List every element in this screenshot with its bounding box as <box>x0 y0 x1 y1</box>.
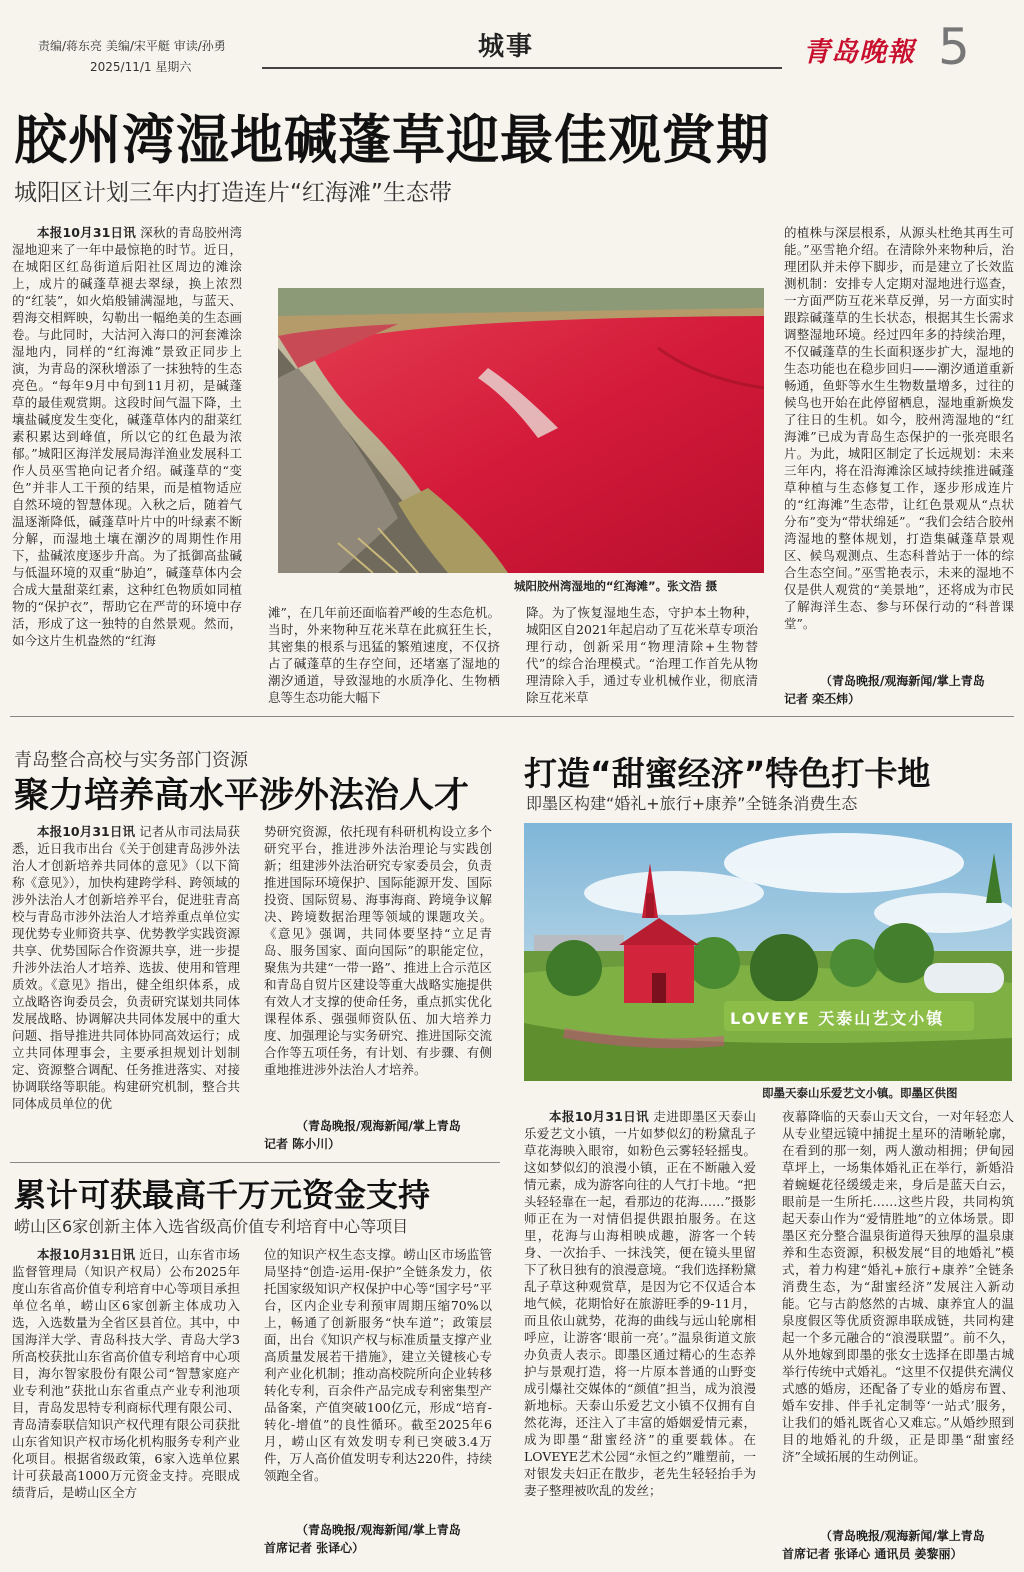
article1-photo-caption: 城阳胶州湾湿地的“红海滩”。张文浩 摄 <box>514 579 718 593</box>
love-town-photo <box>524 823 1012 1081</box>
page-number: 5 <box>938 18 970 76</box>
article2-column-2 <box>264 823 492 1115</box>
article3-byline-1: （青岛晚报/观海新闻/掌上青岛 <box>296 1523 461 1537</box>
article3-byline-2: 首席记者 张译心） <box>264 1541 365 1555</box>
article1-subtitle: 城阳区计划三年内打造连片“红海滩”生态带 <box>14 180 452 206</box>
red-beach-photo <box>278 288 764 573</box>
article1-column-3 <box>526 604 758 706</box>
article4-byline-2: 首席记者 张译心 通讯员 姜黎丽） <box>782 1547 963 1561</box>
article2-lead-label: 本报10月31日讯 <box>37 824 136 839</box>
article4-subtitle: 即墨区构建“婚礼+旅行+康养”全链条消费生态 <box>526 794 858 813</box>
section-name: 城事 <box>478 32 535 62</box>
article4-lead-label: 本报10月31日讯 <box>549 1109 649 1124</box>
article3-subtitle: 崂山区6家创新主体入选省级高价值专利培育中心等项目 <box>14 1217 409 1236</box>
article2-byline-1: （青岛晚报/观海新闻/掌上青岛 <box>296 1119 461 1133</box>
article4-col1-text: 走进即墨区天泰山乐爱艺文小镇，一片如梦似幻的粉黛乱子草花海映入眼帘，如粉色云雾轻轻摇曳。这如梦似幻的浪漫小镇，正在不断融入爱情元素，成为游客向往的人气打卡地。“把头轻轻靠在一起，看那边的花海……”摄影师正在为一对情侣提供跟拍服务。在这里，花海与山海相映成趣，游客一个转身、一次抬手、一抹浅笑，便在镜头里留下了秋日独有的浪漫意境。“我们选择粉黛乱子草这种观赏草，是因为它不仅适合本地气候，花期恰好在旅游旺季的9-11月，而且依山就势，花海的曲线与远山轮廓相呼应，让游客‘眼前一亮’。”温泉街道文旅办负责人表示。即墨区通过精心的生态养护与景观打造，将一片原本普通的山野变成引爆社交媒体的“颜值”担当，成为浪漫新地标。天泰山乐爱艺文小镇不仅拥有自然花海，还注入了丰富的婚姻爱情元素，成为即墨“甜蜜经济”的重要载体。在LOVEYE艺术公园“永恒之约”雕塑前，一对银发夫妇正在散步，老先生轻轻抬手为妻子整理被吹乱的发丝； <box>524 1109 756 1498</box>
article1-lead-label: 本报10月31日讯 <box>37 225 137 240</box>
article1-byline-1: （青岛晚报/观海新闻/掌上青岛 <box>820 674 985 688</box>
article4-column-1 <box>524 1108 756 1572</box>
article1-col1-text: 深秋的青岛胶州湾湿地迎来了一年中最惊艳的时节。近日，在城阳区红岛街道后阳社区周边的滩涂上，成片的碱蓬草褪去翠绿，换上浓烈的“红装”，如火焰般铺满湿地，与蓝天、碧海交相辉映，勾勒出一幅绝美的生态画卷。与此同时，大沽河入海口的河套滩涂湿地内，同样的“红海滩”景致正同步上演，为青岛的深秋增添了一抹独特的生态亮色。“每年9月中旬到11月初，是碱蓬草的最佳观赏期。这段时间气温下降，土壤盐碱度发生变化，碱蓬草体内的甜菜红素积累达到峰值，所以它的红色最为浓郁。”城阳区海洋发展局海洋渔业发展科工作人员巫雪艳向记者介绍。碱蓬草的“变色”并非人工干预的结果，而是植物适应自然环境的智慧体现。入秋之后，随着气温逐渐降低，碱蓬草叶片中的叶绿素不断分解，而湿地土壤在潮汐的周期性作用下，盐碱浓度逐步升高。为了抵御高盐碱与低温环境的双重“胁迫”，碱蓬草体内会合成大量甜菜红素，这种红色物质如同植物的“保护衣”，帮助它在严苛的环境中存活，形成了这一独特的自然景观。然而，如今这片生机盎然的“红海 <box>12 225 242 648</box>
article3-col2-text: 位的知识产权生态支撑。崂山区市场监管局坚持“创造-运用-保护”全链条发力，依托国家级知识产权保护中心等“国字号”平台，区内企业专利预审周期压缩70%以上，畅通了创新服务“快车道”；政策层面，出台《知识产权与标准质量支撑产业高质量发展若干措施》，建立关键核心专利产业化机制；推动高校院所向企业转移转化专利，百余件产品完成专利密集型产品备案，产值突破100亿元，形成“培育-转化-增值”的良性循环。截至2025年6月，崂山区有效发明专利已突破3.4万件，万人高价值发明专利达220件，持续领跑全省。 <box>264 1247 492 1483</box>
love-town-sign: LOVEYE 天泰山艺文小镇 <box>730 1009 945 1028</box>
article1-byline-2: 记者 栾丕炜） <box>784 692 861 706</box>
newspaper-logo: 青岛晚報 <box>803 37 915 68</box>
article2-divider <box>10 1162 500 1163</box>
header-rule <box>262 67 782 69</box>
header-date: 2025/11/1 星期六 <box>90 60 192 74</box>
article4-column-2 <box>782 1108 1014 1526</box>
article3-col1-text: 近日，山东省市场监督管理局（知识产权局）公布2025年度山东省高价值专利培育中心等项目承担单位名单，崂山区6家创新主体成功入选，入选数量为全省区县首位。其中，中国海洋大学、青岛科技大学、青岛大学3所高校获批山东省高价值专利培育中心项目，海尔智家股份有限公司“智慧家庭产业专利池”获批山东省重点产业专利池项目，青岛发思特专利商标代理有限公司、青岛清泰联信知识产权代理有限公司获批山东省知识产权市场化机构服务专利产业化项目。根据省级政策，6家入选单位累计可获最高1000万元资金支持。亮眼成绩背后，是崂山区全方 <box>12 1247 240 1500</box>
article3-column-2 <box>264 1246 492 1518</box>
article3-title: 累计可获最高千万元资金支持 <box>14 1176 431 1214</box>
article2-column-1 <box>12 823 240 1153</box>
article1-col3-text: 降。为了恢复湿地生态，守护本土物种，城阳区自2021年起启动了互花米草专项治理行动，创新采用“物理清除+生物替代”的综合治理模式。“治理工作首先从物理清除入手，通过专业机械作业，彻底清除互花米草 <box>526 605 758 705</box>
article4-col2-text: 夜幕降临的天泰山天文台，一对年轻恋人从专业望远镜中捕捉土星环的清晰轮廓，在看到的那一刻，两人激动相拥；伊甸园草坪上，一场集体婚礼正在举行，新婚沿着蜿蜒花径缓缓走来，身后是蓝天白云，眼前是一生所托……这些片段，共同构筑起天泰山作为“爱情胜地”的立体场景。即墨区充分整合温泉街道得天独厚的温泉康养和生态资源，积极发展“目的地婚礼”模式，着力构建“婚礼+旅行+康养”全链条消费生态，为“甜蜜经济”发展注入新动能。它与古韵悠然的古城、康养宜人的温泉度假区等优质资源串联成链，共同构建起一个多元融合的“浪漫联盟”。前不久，从外地嫁到即墨的张女士选择在即墨古城举行传统中式婚礼。“这里不仅提供充满仪式感的婚房，还配备了专业的婚房布置、婚车安排、伴手礼定制等‘一站式’服务，让我们的婚礼既省心又难忘。”从婚纱照到目的地婚礼的升级，正是即墨“甜蜜经济”全域拓展的生动例证。 <box>782 1109 1014 1464</box>
article2-title: 聚力培养高水平涉外法治人才 <box>14 776 470 816</box>
article1-col4-text: 的植株与深层根系，从源头杜绝其再生可能。”巫雪艳介绍。在清除外来物种后，治理团队并未停下脚步，而是建立了长效监测机制：安排专人定期对湿地进行巡查，一方面严防互花米草反弹，另一方面实时跟踪碱蓬草的生长状态，根据其生长需求调整湿地环境。经过四年多的持续治理，不仅碱蓬草的生长面积逐步扩大，湿地的生态功能也在稳步回归——潮汐通道重新畅通，鱼虾等水生生物数量增多，过往的候鸟也开始在此停留栖息，湿地重新焕发了往日的生机。如今，胶州湾湿地的“红海滩”已成为青岛生态保护的一张亮眼名片。为此，城阳区制定了长远规划：未来三年内，将在沿海滩涂区域持续推进碱蓬草种植与生态修复工作，逐步形成连片的“红海滩”生态带，让红色景观从“点状分布”变为“带状绵延”。“我们会结合胶州湾湿地的整体规划，打造集碱蓬草景观区、候鸟观测点、生态科普站于一体的综合生态空间。”巫雪艳表示，未来的湿地不仅是供人观赏的“美景地”，还将成为市民了解海洋生态、参与环保行动的“科普课堂”。 <box>784 225 1014 631</box>
article2-col1-text: 记者从市司法局获悉，近日我市出台《关于创建青岛涉外法治人才创新培养共同体的意见》（以下简称《意见》），加快构建跨学科、跨领域的涉外法治人才创新培养平台，促进驻青高校与青岛市涉外法治人才培养重点单位实现优势专业师资共享、优势教学实践资源共享、优势国际合作资源共享，进一步提升涉外法治人才培养、选拔、使用和管理质效。《意见》指出，健全组织体系，成立战略咨询委员会，负责研究谋划共同体发展战略、协调解决共同体发展中的重大问题、指导推进共同体协同高效运行；成立共同体理事会，主要承担规划计划制定、资源整合调配、任务推进落实、对接协调联络等职能。构建研究机制，整合共同体成员单位的优 <box>12 824 240 1111</box>
article1-title: 胶州湾湿地碱蓬草迎最佳观赏期 <box>14 110 770 171</box>
article1-column-4 <box>784 224 1014 672</box>
article2-byline-2: 记者 陈小川） <box>264 1137 341 1151</box>
article3-lead-label: 本报10月31日讯 <box>37 1247 136 1262</box>
article1-column-2 <box>268 604 500 706</box>
article1-col2-text: 滩”，在几年前还面临着严峻的生态危机。当时，外来物种互花米草在此疯狂生长，其密集的根系与迅猛的繁殖速度，不仅挤占了碱蓬草的生存空间，还堵塞了湿地的潮汐通道，导致湿地的水质净化、生物栖息等生态功能大幅下 <box>268 605 500 705</box>
article4-photo-caption: 即墨天泰山乐爱艺文小镇。即墨区供图 <box>762 1086 958 1100</box>
article1-column-1 <box>12 224 242 706</box>
section-divider <box>10 716 1014 717</box>
article2-col2-text: 势研究资源，依托现有科研机构设立多个研究平台，推进涉外法治理论与实践创新；组建涉外法治研究专家委员会，负责推进国际环境保护、国际能源开发、国际投资、国际贸易、海事海商、跨境争议解决、跨境数据治理等领域的课题攻关。《意见》强调，共同体要坚持“立足青岛、服务国家、面向国际”的职能定位，聚焦为共建“一带一路”、推进上合示范区和青岛自贸片区建设等重大战略实施提供有效人才支撑的使命任务，重点抓实优化课程体系、强强师资队伍、加大培养力度、加强理论与实务研究、推进国际交流合作等五项任务，有计划、有步骤、有侧重地推进涉外法治人才培养。 <box>264 824 492 1077</box>
article4-byline-1: （青岛晚报/观海新闻/掌上青岛 <box>820 1529 985 1543</box>
header-credits: 责编/蒋东亮 美编/宋平艇 审读/孙勇 <box>38 39 226 53</box>
article3-column-1 <box>12 1246 240 1562</box>
article4-title: 打造“甜蜜经济”特色打卡地 <box>524 754 931 793</box>
article2-kicker: 青岛整合高校与实务部门资源 <box>14 750 248 771</box>
